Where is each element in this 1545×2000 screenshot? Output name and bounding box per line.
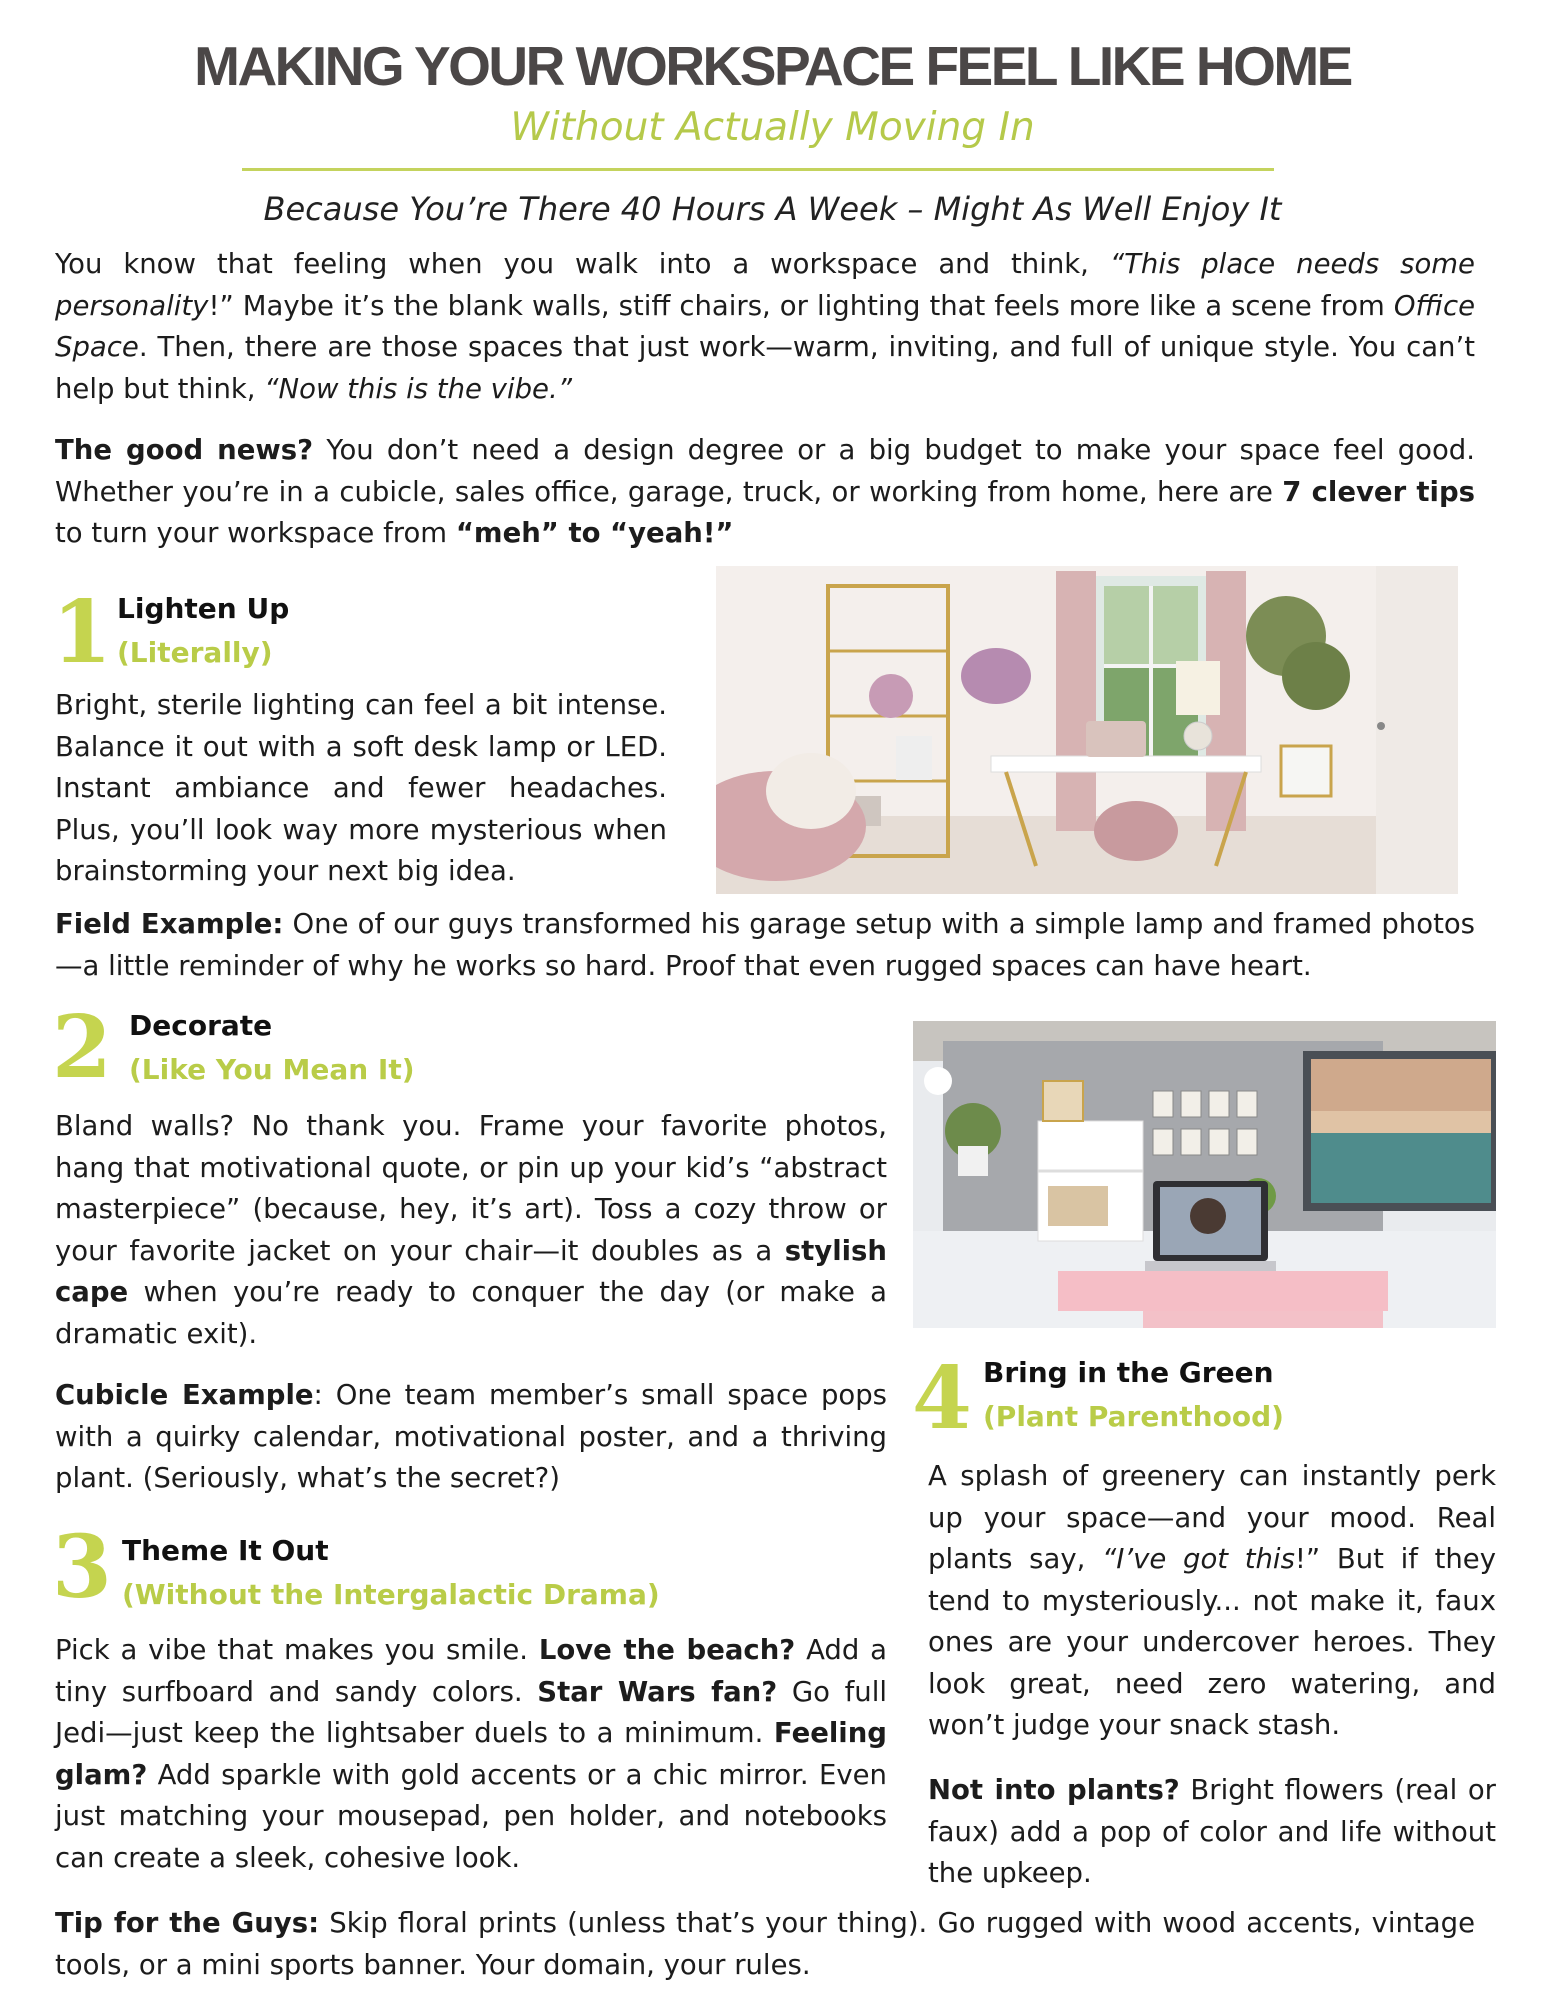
page-title: MAKING YOUR WORKSPACE FEEL LIKE HOME [194, 35, 1351, 97]
tip-2-body: Bland walls? No thank you. Frame your favorite photos, hang that motivational quote, or pin up your kid’s “abstract masterpiece” (because, hey, it’s art). Toss a cozy throw or your favorite jacket on your chair—it doubles as a stylish cape when you’re ready to conquer the day (or make a dramatic exit). [55, 1110, 887, 1350]
tip-1-number: 1 [52, 582, 112, 683]
tip-2-title: Decorate [129, 1009, 273, 1042]
intro-paragraph: You know that feeling when you walk into a workspace and think, “This place needs some personality!” Maybe it’s the blank walls, stiff chairs, or lighting that feels more like a scene from Office Space. Then, there are those spaces that just work—warm, inviting, and full of unique style. You can’t help but think, “Now this is the vibe.” [55, 248, 1475, 405]
tip-2-example: Cubicle Example: One team member’s small space pops with a quirky calendar, motivational poster, and a thriving plant. (Seriously, what’s the secret?) [55, 1379, 888, 1494]
tip-3-title: Theme It Out [122, 1534, 329, 1567]
tip-1-example: Field Example: One of our guys transformed his garage setup with a simple lamp and framed photos —a little reminder of why he works so hard. Proof that even rugged spaces can have heart. [55, 908, 1475, 982]
header-divider [242, 168, 1274, 171]
tip-4-extra: Not into plants? Bright flowers (real or faux) add a pop of color and life without the upkeep. [928, 1774, 1496, 1889]
tip-4-subtitle: (Plant Parenthood) [983, 1400, 1284, 1433]
page-tagline: Because You’re There 40 Hours A Week – Might As Well Enjoy It [263, 190, 1282, 228]
page-subtitle: Without Actually Moving In [510, 105, 1035, 150]
tip-2-subtitle: (Like You Mean It) [129, 1053, 415, 1086]
cubicle-desk-photo [913, 1021, 1496, 1328]
tip-4-number: 4 [912, 1348, 972, 1449]
tip-1-body: Bright, sterile lighting can feel a bit intense. Balance it out with a soft desk lamp or LED. Instant ambiance and fewer headaches. Plus, you’ll look way more mysterious when brainstorming your next big idea. [55, 689, 667, 887]
guys-tip: Tip for the Guys: Skip floral prints (unless that’s your thing). Go rugged with wood accents, vintage tools, or a mini sports banner. Your domain, your rules. [55, 1907, 1475, 1981]
tip-3-subtitle: (Without the Intergalactic Drama) [122, 1578, 660, 1611]
tip-3-body: Pick a vibe that makes you smile. Love the beach? Add a tiny surfboard and sandy colors. Star Wars fan? Go full Jedi—just keep the lightsaber duels to a minimum. Feeling glam? Add sparkle with gold accents or a chic mirror. Even just matching your mousepad, pen holder, and notebooks can create a sleek, cohesive look. [55, 1634, 887, 1874]
tip-4-title: Bring in the Green [983, 1356, 1274, 1389]
tip-2-number: 2 [52, 997, 112, 1098]
tip-1-title: Lighten Up [117, 592, 290, 625]
tip-3-number: 3 [52, 1517, 112, 1618]
tip-1-subtitle: (Literally) [117, 636, 273, 669]
good-news-paragraph: The good news? You don’t need a design degree or a big budget to make your space feel good. Whether you’re in a cubicle, sales office, garage, truck, or working from home, here are 7 clever tips to turn your workspace from “meh” to “yeah!” [55, 434, 1475, 549]
tip-4-body: A splash of greenery can instantly perk up your space—and your mood. Real plants say, “I’ve got this!” But if they tend to mysteriously... not make it, faux ones are your undercover heroes. They look great, need zero watering, and won’t judge your snack stash. [928, 1460, 1496, 1741]
home-office-photo [716, 566, 1458, 894]
